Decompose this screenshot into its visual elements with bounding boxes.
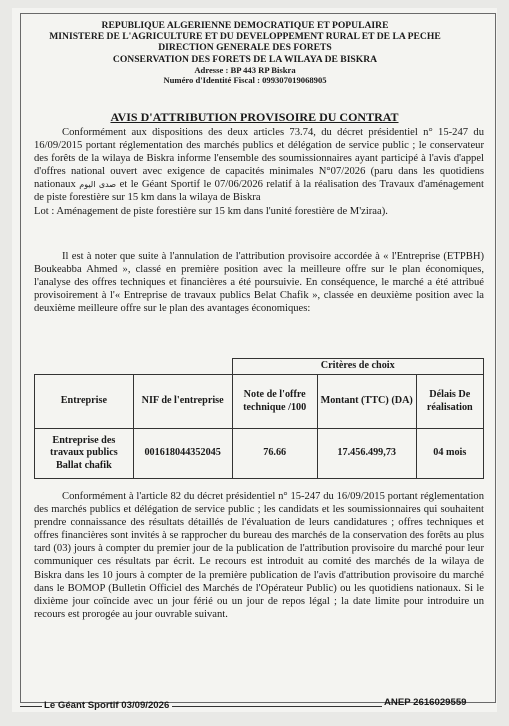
footer-rule-middle [172,706,382,707]
col-header-entreprise: Entreprise [35,375,134,429]
cell-delais: 04 mois [416,429,483,479]
col-header-montant: Montant (TTC) (DA) [317,375,416,429]
header-republic: REPUBLIQUE ALGERIENNE DEMOCRATIQUE ET POPULAIRE [101,20,389,31]
cell-note: 76.66 [232,429,317,479]
col-header-note: Note de l'offre technique /100 [232,375,317,429]
header-nif: Numéro d'Identité Fiscal : 099307019068905 [163,75,327,86]
recours-text: Conformément à l'article 82 du décret présidentiel n° 15-247 du 16/09/2015 portant réglementation des marchés publics et délégation de service public ; les candidats et les soumissionnaires qui souhaitent prendre connaissance des résultats détaillés de l'évaluation de leurs candidatures ; offres techniques et offres financières sont invités à se rapprocher du bureau des marchés de la conservation des forêts au plus tard (03) jours à compter du premier jour de la publication de l'attribution provisoire du marché pour leur communiquer ces résultats par écrit. Le recours est introduit au comité des marchés de la wilaya de Biskra dans les 10 jours à compter de la première publication de l'avis d'attribution provisoire du marché dans le BOMOP (Bulletin Officiel des Marchés de l'Opérateur Public) ou les quotidiens nationaux. Si le dixième jour coïncide avec un jour férié ou un jour de repos légal ; la date limite pour introduire un recours est prorogée au jour ouvrable suivant. [34,491,484,620]
header-ministry: MINISTERE DE L'AGRICULTURE ET DU DEVELOPPEMENT RURAL ET DE LA PECHE [49,31,441,43]
footer-rule-left [20,706,42,707]
header-conservation: CONSERVATION DES FORETS DE LA WILAYA DE BISKRA [112,53,378,65]
col-header-nif: NIF de l'entreprise [133,375,232,429]
header-direction: DIRECTION GENERALE DES FORETS [158,42,332,54]
table-row [35,429,484,479]
award-table [34,358,484,479]
intro-text: Conformément aux dispositions des deux articles 73.74, du décret présidentiel n° 15-247 du 16/09/2015 portant réglementation des marchés publics et délégation de service public ; le conservateur des forêts de la wilaya de Biskra informe l'ensemble des soumissionnaires ayant participé à l'avis d'appel d'offres national ouvert avec exigence de capacités minimales N°07/2026 (paru dans les quotidiens nationaux [34,127,484,191]
footer-publication: Le Géant Sportif 03/09/2026 [44,700,170,711]
footer-anep-reference: ANEP 2616029559 [384,697,467,708]
table-blank-cell [35,359,233,375]
lot-line: Lot : Aménagement de piste forestière sur 15 km dans l'unité forestière de M'ziraa). [34,205,388,217]
header-address: Adresse : BP 443 RP Biskra [194,64,296,75]
cell-nif: 001618044352045 [133,429,232,479]
issuer-header [14,20,476,86]
cell-entreprise: Entreprise des travaux publics Ballat chafik [35,429,134,479]
annulation-paragraph [34,250,484,315]
intro-paragraph [34,126,484,218]
recours-paragraph [34,490,484,621]
col-header-delais: Délais De réalisation [416,375,483,429]
arabic-newspaper-name: صدى اليوم [79,180,117,190]
cell-montant: 17.456.499,73 [317,429,416,479]
intro-text-continued: et le Géant Sportif le 07/06/2026 relatif à la réalisation des Travaux d'aménagement de piste forestière sur 15 km dans la wilaya de Biskra [34,179,484,204]
annulation-text: Il est à noter que suite à l'annulation de l'attribution provisoire accordée à « l'Entreprise (ETPBH) Boukeabba Ahmed », classé en première position avec la meilleure offre sur le plan économiques, l'analyse des offres techniques et financières a été poursuivie. En conséquence, le marché a été attribué provisoirement à l'« Entreprise de travaux publics Belat Chafik », classée en deuxième position avec la deuxième meilleure offre sur le plan des avantages économiques: [34,251,484,315]
criteria-header: Critères de choix [232,359,483,375]
notice-title: AVIS D'ATTRIBUTION PROVISOIRE DU CONTRAT [110,110,399,124]
